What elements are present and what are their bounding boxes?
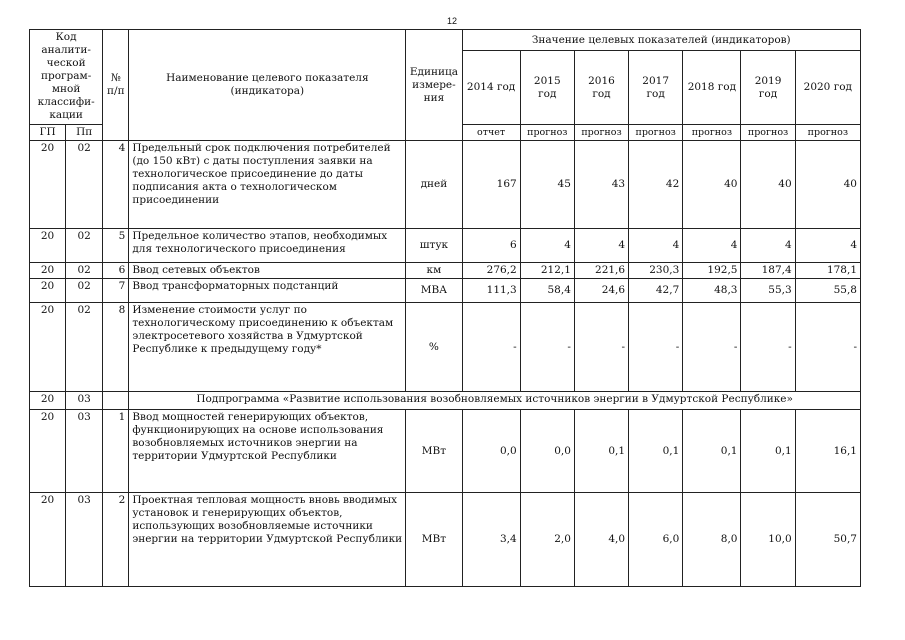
value-cell: 6,0 xyxy=(629,493,683,587)
value-cell: 43 xyxy=(574,141,628,229)
value-cell: 0,0 xyxy=(462,410,520,493)
value-cell: 55,3 xyxy=(741,279,795,303)
table-row xyxy=(30,303,861,392)
num-cell: 4 xyxy=(103,141,129,229)
table-row xyxy=(30,279,861,303)
value-cell: 0,1 xyxy=(629,410,683,493)
num-cell: 6 xyxy=(103,263,129,279)
value-cell: 42 xyxy=(629,141,683,229)
value-cell: 230,3 xyxy=(629,263,683,279)
gp-cell: 20 xyxy=(30,229,66,263)
year-type: отчет xyxy=(462,125,520,141)
pp-cell: 03 xyxy=(66,392,103,410)
value-cell: 6 xyxy=(462,229,520,263)
num-cell: 8 xyxy=(103,303,129,392)
gp-cell: 20 xyxy=(30,410,66,493)
indicator-name: Ввод сетевых объектов xyxy=(129,263,406,279)
year-header: 2017 год xyxy=(629,51,683,125)
value-cell: 0,1 xyxy=(741,410,795,493)
pp-cell: 02 xyxy=(66,229,103,263)
indicator-name: Предельный срок подключения потребителей (до 150 кВт) с даты поступления заявки на технологическое присоединение до даты подписания акта о технологическом присоединении xyxy=(129,141,406,229)
value-cell: 0,1 xyxy=(683,410,741,493)
unit-cell: дней xyxy=(406,141,462,229)
year-header: 2019 год xyxy=(741,51,795,125)
table-row xyxy=(30,493,861,587)
value-cell: 0,0 xyxy=(520,410,574,493)
value-cell: 4 xyxy=(741,229,795,263)
unit-cell: МВт xyxy=(406,493,462,587)
year-header: 2018 год xyxy=(683,51,741,125)
year-header: 2015 год xyxy=(520,51,574,125)
indicator-name: Ввод трансформаторных подстанций xyxy=(129,279,406,303)
year-header: 2020 год xyxy=(795,51,860,125)
value-cell: 2,0 xyxy=(520,493,574,587)
value-cell: 4 xyxy=(574,229,628,263)
gp-cell: 20 xyxy=(30,392,66,410)
value-cell: 50,7 xyxy=(795,493,860,587)
year-type: прогноз xyxy=(741,125,795,141)
gp-cell: 20 xyxy=(30,493,66,587)
pp-cell: 02 xyxy=(66,303,103,392)
value-cell: 4 xyxy=(683,229,741,263)
value-cell: 221,6 xyxy=(574,263,628,279)
indicators-table xyxy=(29,29,861,587)
gp-cell: 20 xyxy=(30,141,66,229)
pp-cell: 02 xyxy=(66,263,103,279)
indicator-name: Изменение стоимости услуг по технологическому присоединению к объектам электросетевого хозяйства в Удмуртской Республике к предыдущему году* xyxy=(129,303,406,392)
table-row xyxy=(30,141,861,229)
table-row xyxy=(30,410,861,493)
year-header: 2016 год xyxy=(574,51,628,125)
unit-cell: МВА xyxy=(406,279,462,303)
unit-cell: штук xyxy=(406,229,462,263)
pp-cell: 03 xyxy=(66,410,103,493)
value-cell: 48,3 xyxy=(683,279,741,303)
pp-cell: 02 xyxy=(66,279,103,303)
subprogram-row xyxy=(30,392,861,410)
value-cell: - xyxy=(520,303,574,392)
indicator-name: Ввод мощностей генерирующих объектов, функционирующих на основе использования возобновляемых источников энергии на территории Удмуртской Республики xyxy=(129,410,406,493)
pp-cell: 03 xyxy=(66,493,103,587)
code-header: Код аналити-ческой програм-мной классифи-кации xyxy=(30,30,103,125)
year-type: прогноз xyxy=(795,125,860,141)
value-cell: 167 xyxy=(462,141,520,229)
value-cell: 192,5 xyxy=(683,263,741,279)
table-row xyxy=(30,263,861,279)
value-cell: 16,1 xyxy=(795,410,860,493)
subprogram-title: Подпрограмма «Развитие использования возобновляемых источников энергии в Удмуртской Республике» xyxy=(129,392,861,410)
value-cell: 187,4 xyxy=(741,263,795,279)
value-cell: 40 xyxy=(795,141,860,229)
value-cell: 42,7 xyxy=(629,279,683,303)
value-cell: 0,1 xyxy=(574,410,628,493)
table-row xyxy=(30,229,861,263)
year-header: 2014 год xyxy=(462,51,520,125)
value-cell: 8,0 xyxy=(683,493,741,587)
year-type: прогноз xyxy=(520,125,574,141)
value-cell: - xyxy=(462,303,520,392)
year-type: прогноз xyxy=(683,125,741,141)
value-cell: 24,6 xyxy=(574,279,628,303)
pp-header: Пп xyxy=(66,125,103,141)
value-cell: 4,0 xyxy=(574,493,628,587)
year-type: прогноз xyxy=(629,125,683,141)
value-cell: 10,0 xyxy=(741,493,795,587)
unit-cell: км xyxy=(406,263,462,279)
pp-cell: 02 xyxy=(66,141,103,229)
value-cell: 55,8 xyxy=(795,279,860,303)
num-cell: 5 xyxy=(103,229,129,263)
value-cell: 45 xyxy=(520,141,574,229)
gp-cell: 20 xyxy=(30,279,66,303)
gp-cell: 20 xyxy=(30,303,66,392)
indicator-name: Предельное количество этапов, необходимых для технологического присоединения xyxy=(129,229,406,263)
value-cell: - xyxy=(574,303,628,392)
value-cell: 58,4 xyxy=(520,279,574,303)
num-cell: 7 xyxy=(103,279,129,303)
value-cell: 212,1 xyxy=(520,263,574,279)
value-cell: - xyxy=(741,303,795,392)
num-cell: 2 xyxy=(103,493,129,587)
gp-cell: 20 xyxy=(30,263,66,279)
year-type: прогноз xyxy=(574,125,628,141)
unit-cell: МВт xyxy=(406,410,462,493)
value-cell: 4 xyxy=(520,229,574,263)
name-header: Наименование целевого показателя (индикатора) xyxy=(129,30,406,141)
value-cell: - xyxy=(629,303,683,392)
value-cell: - xyxy=(683,303,741,392)
values-header: Значение целевых показателей (индикаторов) xyxy=(462,30,861,51)
value-cell: 4 xyxy=(629,229,683,263)
num-header: № п/п xyxy=(103,30,129,141)
value-cell: 40 xyxy=(683,141,741,229)
num-cell: 1 xyxy=(103,410,129,493)
unit-cell: % xyxy=(406,303,462,392)
value-cell: 40 xyxy=(741,141,795,229)
unit-header: Единица измере-ния xyxy=(406,30,462,141)
value-cell: 4 xyxy=(795,229,860,263)
value-cell: 111,3 xyxy=(462,279,520,303)
value-cell: 178,1 xyxy=(795,263,860,279)
gp-header: ГП xyxy=(30,125,66,141)
value-cell: 276,2 xyxy=(462,263,520,279)
page-number: 12 xyxy=(447,16,458,26)
value-cell: - xyxy=(795,303,860,392)
value-cell: 3,4 xyxy=(462,493,520,587)
indicator-name: Проектная тепловая мощность вновь вводимых установок и генерирующих объектов, использующих возобновляемые источники энергии на территории Удмуртской Республики xyxy=(129,493,406,587)
